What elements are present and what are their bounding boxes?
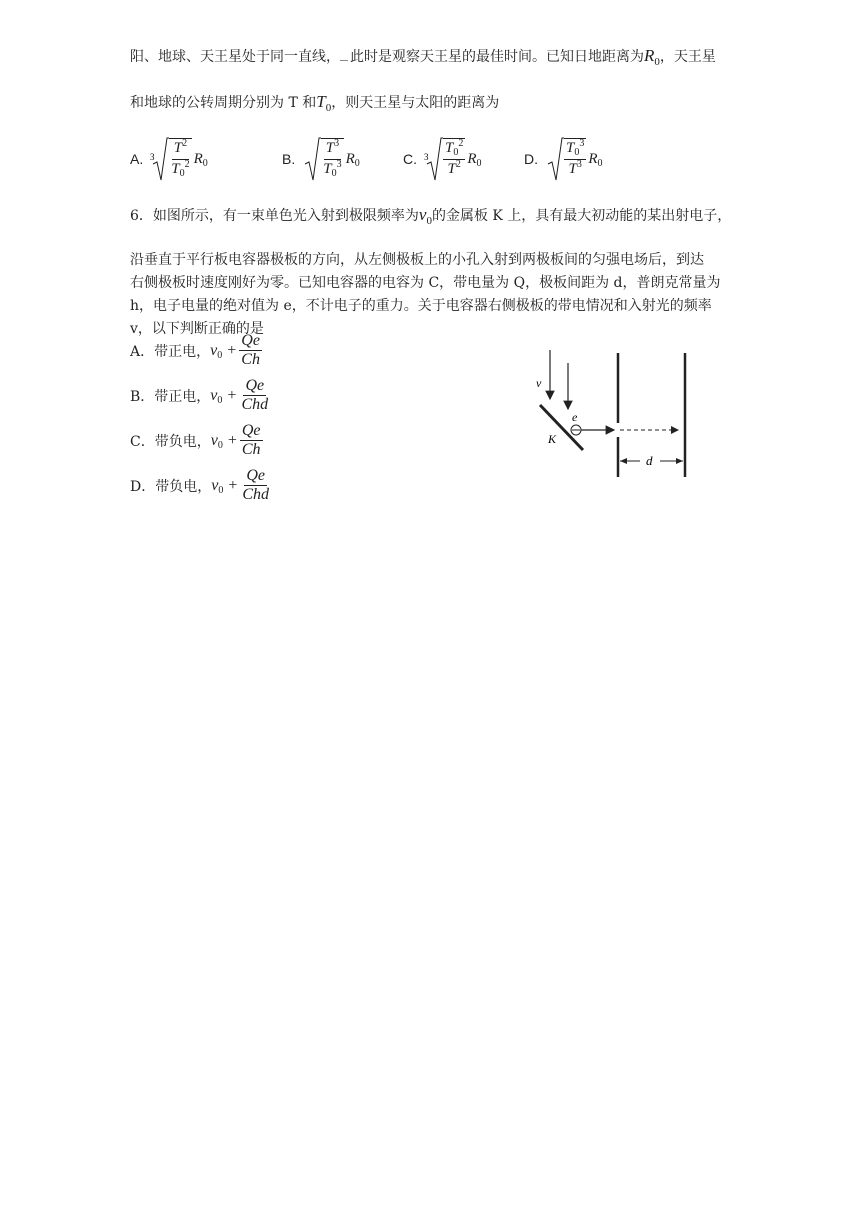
v0-symbol: v0 <box>211 476 224 496</box>
v0-symbol: v0 <box>210 341 223 361</box>
q6-option-a: A．带正电， v0 + $\frac{Qe}{Ch}$ <box>130 332 260 368</box>
blank-mark <box>340 50 348 61</box>
q5-option-a: A. 3 $\frac{T^2}{T_0^2}$ $R_0$ <box>130 134 208 184</box>
fraction: $\frac{Qe}{\text{Chd}}$ <box>241 377 269 413</box>
q5-text: 阳、地球、天王星处于同一直线， <box>130 49 340 65</box>
fraction: $\frac{T^3}{T_0^3}$ <box>323 138 342 179</box>
radical-sign-icon <box>301 134 321 184</box>
radical-sign-icon <box>423 134 443 184</box>
fraction: $\frac{Qe}{\text{Chd}}$ <box>242 467 270 503</box>
v0-symbol: v0 <box>210 431 223 451</box>
q6-option-d: D．带负电， v0 + $\frac{Qe}{\text{Chd}}$ <box>130 467 270 503</box>
q5-option-d: D. $\frac{T_0^3}{T^3}$ $R_0$ <box>524 134 603 184</box>
q6-line-2: 沿垂直于平行板电容器极板的方向，从左侧极板上的小孔入射到两极板间的匀强电场后，到达 <box>130 252 704 268</box>
r0-symbol: $R_0$ <box>193 150 208 169</box>
q5-text: ，天王星 <box>659 49 716 65</box>
svg-text:3: 3 <box>150 152 155 162</box>
q6-line-1 <box>130 205 731 227</box>
q5-text: ，则天王星与太阳的距离为 <box>331 95 500 111</box>
q6-text: 的金属板 K 上，具有最大初动能的某出射电子， <box>431 208 732 224</box>
q5-line-2 <box>130 92 499 114</box>
r0-symbol: $R_0$ <box>644 46 660 68</box>
r0-symbol: $R_0$ <box>467 150 482 169</box>
q6-option-c: C．带负电， v0 + $\frac{Qe}{Ch}$ <box>130 422 261 458</box>
v0-symbol: v0 <box>210 386 223 406</box>
label-v: v <box>536 376 542 390</box>
radical-sign-icon <box>544 134 564 184</box>
q5-option-b: B. $\frac{T^3}{T_0^3}$ $R_0$ <box>282 134 360 184</box>
q6-option-b: B．带正电， v0 + $\frac{Qe}{\text{Chd}}$ <box>130 377 269 413</box>
fraction: $\frac{T^2}{T_0^2}$ <box>171 138 190 179</box>
r0-symbol: $R_0$ <box>588 150 603 169</box>
fraction: $\frac{T_0^2}{T^2}$ <box>443 138 465 180</box>
t0-symbol: $T_0$ <box>316 92 332 114</box>
fraction: $\frac{T_0^3}{T^3}$ <box>564 138 586 180</box>
label-d: d <box>646 453 653 468</box>
capacitor-figure <box>528 345 698 485</box>
q6-text: 6．如图所示，有一束单色光入射到极限频率为 <box>130 208 419 224</box>
svg-text:3: 3 <box>424 152 429 162</box>
q6-line-3: 右侧极板时速度刚好为零。已知电容器的电容为 C，带电量为 Q，极板间距为 d，普朗克常量为 <box>130 275 721 291</box>
r0-symbol: $R_0$ <box>345 150 360 169</box>
fraction: $\frac{Qe}{Ch}$ <box>241 332 260 368</box>
v0-symbol: $v_0$ <box>418 205 432 227</box>
radical-sign-icon <box>149 134 169 184</box>
fraction: $\frac{Qe}{Ch}$ <box>241 422 261 458</box>
q5-line-1 <box>130 46 716 68</box>
q5-text: 和地球的公转周期分别为 T 和 <box>130 95 317 111</box>
q5-option-c: C. 3 $\frac{T_0^2}{T^2}$ $R_0$ <box>403 134 482 184</box>
label-k: K <box>548 432 557 446</box>
q6-line-4: h，电子电量的绝对值为 e，不计电子的重力。关于电容器右侧极板的带电情况和入射光的频率 <box>130 298 712 314</box>
q5-text: 此时是观察天王星的最佳时间。已知日地距离为 <box>350 49 644 65</box>
label-e: e <box>572 410 578 424</box>
q6-line-5: v，以下判断正确的是 <box>130 321 264 337</box>
